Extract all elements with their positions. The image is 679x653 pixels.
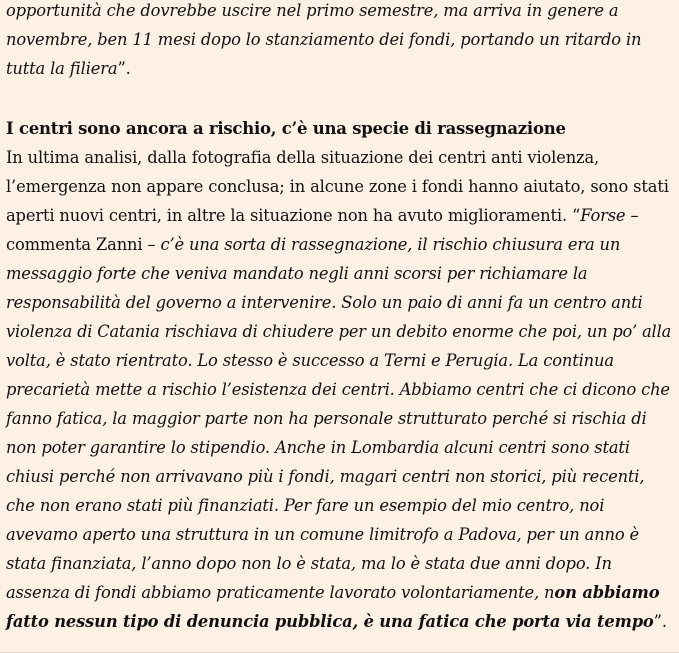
commenta-text: commenta Zanni – — [6, 235, 161, 254]
quote-closing: ”. — [653, 612, 667, 631]
quote-line-11: stata finanziata, l’anno dopo non lo è stata, ma lo è stata due anni dopo. In — [6, 554, 612, 573]
intro-line-1: opportunità che dovrebbe uscire nel primo semestre, ma arriva in genere a — [6, 1, 619, 20]
quote-line-8: chiusi perché non arrivavano più i fondi, magari centri non storici, più recenti, — [6, 467, 645, 486]
forse-text: Forse – — [580, 206, 639, 225]
quote-line-2: responsabilità del governo a intervenire. Solo un paio di anni fa un centro anti — [6, 293, 643, 312]
quote-bold-end: fatto nessun tipo di denuncia pubblica, è una fatica che porta via tempo — [6, 612, 654, 631]
quote-line-6: fanno fatica, la maggior parte non ha personale strutturato perché si rischia di — [6, 409, 647, 428]
quote-line-12-text: assenza di fondi abbiamo praticamente lavorato volontariamente, n — [6, 583, 555, 602]
quote-bold-start: on abbiamo — [554, 583, 660, 602]
quote-line-5: precarietà mette a rischio l’esistenza dei centri. Abbiamo centri che ci dicono che — [6, 380, 670, 399]
quote-line-7: non poter garantire lo stipendio. Anche in Lombardia alcuni centri sono stati — [6, 438, 630, 457]
intro-line-3-text: tutta la filiera — [6, 59, 118, 78]
quote-start: c’è una sorta di rassegnazione, il rischio chiusura era un — [160, 235, 621, 254]
quote-line-10: avevamo aperto una struttura in un comune limitrofo a Padova, per un anno è — [6, 525, 640, 544]
p1-line-4 — [6, 230, 620, 259]
quote-line-12 — [6, 578, 659, 607]
quote-line-9: che non erano stati più finanziati. Per fare un esempio del mio centro, noi — [6, 496, 605, 515]
intro-line-2: novembre, ben 11 mesi dopo lo stanziamento dei fondi, portando un ritardo in — [6, 30, 642, 49]
section-heading: I centri sono ancora a rischio, c’è una specie di rassegnazione — [6, 119, 566, 138]
intro-line-3 — [6, 54, 131, 83]
quote-line-3: violenza di Catania rischiava di chiudere per un debito enorme che poi, un po’ alla — [6, 322, 672, 341]
p1-line-3 — [6, 201, 638, 230]
p1-line-3-text: aperti nuovi centri, in altre la situazione non ha avuto miglioramenti. “ — [6, 206, 581, 225]
intro-closing-quote: ”. — [117, 59, 131, 78]
quote-line-1: messaggio forte che veniva mandato negli anni scorsi per richiamare la — [6, 264, 588, 283]
p1-line-1: In ultima analisi, dalla fotografia della situazione dei centri anti violenza, — [6, 148, 600, 167]
quote-line-4: volta, è stato rientrato. Lo stesso è successo a Terni e Perugia. La continua — [6, 351, 614, 370]
p1-line-2: l’emergenza non appare conclusa; in alcune zone i fondi hanno aiutato, sono stati — [6, 177, 669, 196]
quote-line-13 — [6, 607, 667, 636]
